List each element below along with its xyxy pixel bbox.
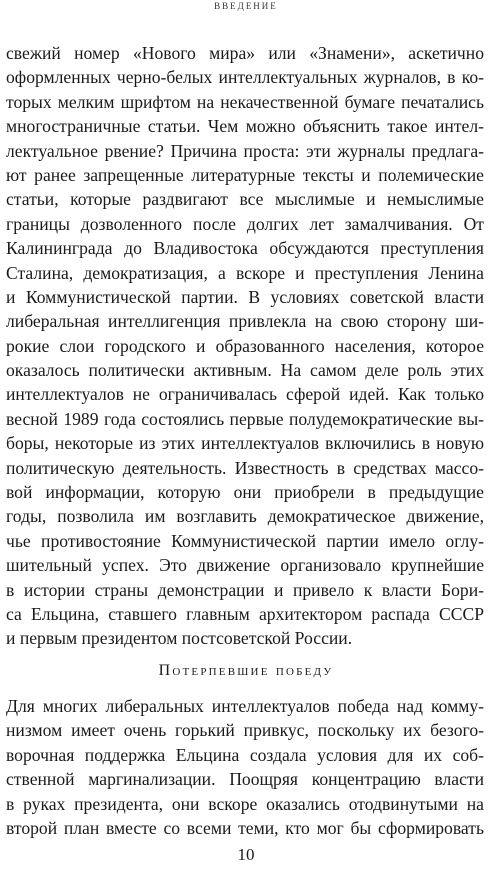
- text-line: торых мелким шрифтом на некачественной бумаге печатались: [6, 91, 484, 112]
- text-line: границы дозволенного после долгих лет замалчивания. От: [6, 213, 484, 234]
- text-line: Для многих либеральных интеллектуалов победа над комму-: [6, 696, 484, 716]
- text-line: Калининграда до Владивостока обсуждаются преступления: [6, 238, 484, 259]
- text-line: и Коммунистической партии. В условиях советской власти: [6, 286, 484, 307]
- section-heading: Потерпевшие победу: [158, 662, 334, 679]
- text-line: чье противостояние Коммунистической партии имело оглу-: [6, 530, 484, 551]
- text-line: ственной маргинализации. Поощряя концентрацию власти: [6, 769, 484, 790]
- body-paragraph: [6, 694, 484, 840]
- text-line: Сталина, демократизация, а вскоре и преступления Ленина: [6, 262, 484, 283]
- text-line: низмом имеет очень горький привкус, поскольку их безого-: [6, 720, 484, 741]
- text-line: интеллектуалов не ограничивалась сферой идей. Как только: [6, 384, 484, 405]
- text-line: либеральная интеллигенция привлекла на свою сторону ши-: [6, 311, 484, 332]
- text-line: статьи, которые раздвигают все мыслимые и немыслимые: [6, 189, 484, 210]
- text-line: в истории страны демонстрации и привело к власти Бори-: [6, 579, 484, 600]
- text-line: са Ельцина, ставшего главным архитектором распада СССР: [6, 603, 484, 624]
- text-line: ют ранее запрещенные литературные тексты и полемические: [6, 164, 484, 185]
- text-line: второй план вместе со всеми теми, кто мог бы сформировать: [6, 817, 484, 838]
- text-line: весной 1989 года состоялись первые полудемократические вы-: [6, 408, 484, 429]
- text-line: ворочная поддержка Ельцина создала условия для их соб-: [6, 744, 484, 765]
- text-line: боры, некоторые из этих интеллектуалов включились в новую: [6, 433, 484, 454]
- body-paragraph: [6, 41, 484, 651]
- text-line: вой информации, которую они приобрели в предыдущие: [6, 482, 484, 503]
- text-line: рокие слои городского и образованного населения, которое: [6, 335, 484, 356]
- text-line: многостраничные статьи. Чем можно объяснить такое интел-: [6, 116, 484, 137]
- running-head: ВВЕДЕНИЕ: [214, 1, 278, 11]
- text-line: в руках президента, они вскоре оказались отодвинутыми на: [6, 793, 484, 814]
- text-line: свежий номер «Нового мира» или «Знамени», аскетично: [6, 43, 484, 63]
- text-line: годы, позволила им возглавить демократическое движение,: [6, 506, 484, 527]
- text-line: оформленных черно-белых интеллектуальных журналов, в ко-: [6, 67, 484, 88]
- page-number: 10: [237, 845, 255, 864]
- text-line: шительный успех. Это движение организовало крупнейшие: [6, 555, 484, 576]
- text-line: политическую деятельность. Известность в средствах массо-: [6, 457, 484, 478]
- text-line: и первым президентом постсоветской России.: [6, 628, 353, 649]
- text-line: лектуальное рвение? Причина проста: эти журналы предлага-: [6, 140, 484, 161]
- text-line: оказалось политически активным. На самом деле роль этих: [6, 360, 484, 381]
